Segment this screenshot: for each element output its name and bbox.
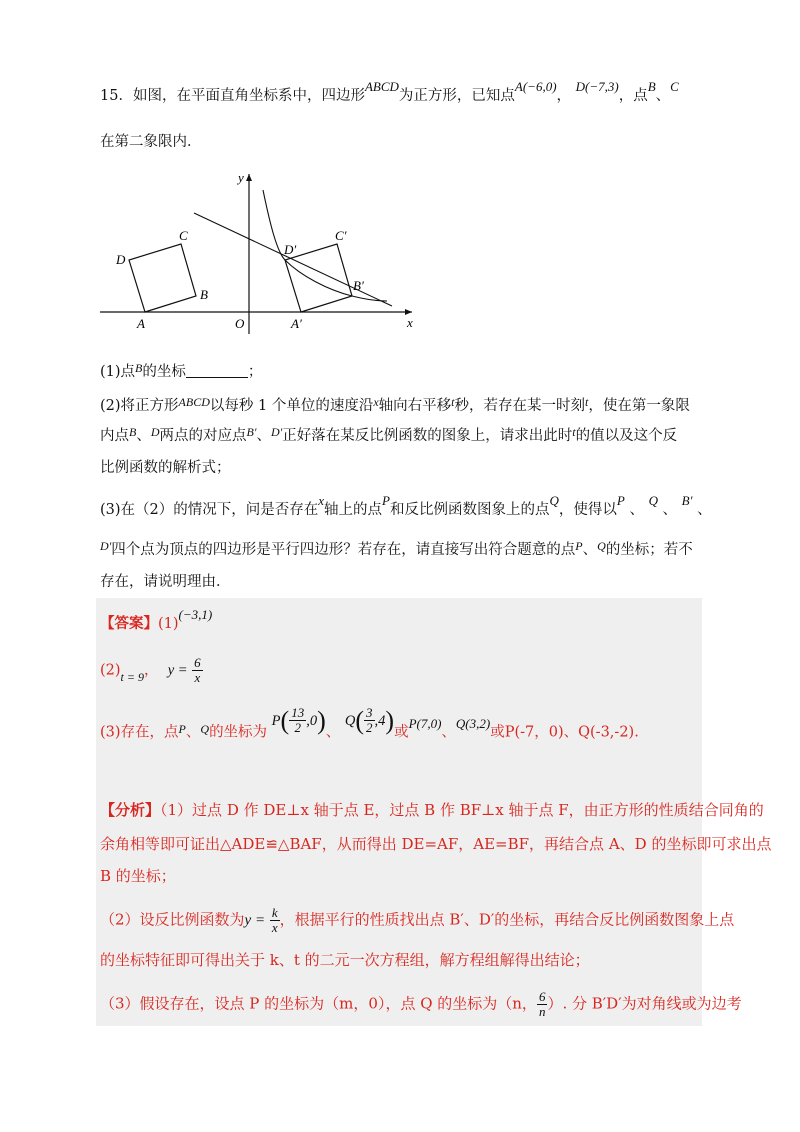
separator: 、: [655, 88, 671, 104]
q2-text: 内点: [100, 428, 129, 444]
var-t: t: [451, 395, 455, 409]
analysis-line-6: [100, 990, 742, 1019]
answer-2-label: (2): [100, 662, 121, 679]
analysis-fraction-k-x: [270, 906, 280, 935]
fraction-numerator: 13: [291, 705, 305, 720]
var-p: P: [575, 539, 583, 553]
q2-text: 的值以及这个反: [575, 428, 678, 444]
q3-text: (3)在（2）的情况下，问是否存在: [100, 502, 319, 518]
label-d-prime: D′: [284, 242, 297, 257]
q3-text: 的坐标；若不: [605, 542, 693, 558]
var-x: x: [373, 395, 379, 409]
question-2-line-2: 内点$^B$、$^D$两点的对应点$^{B'}$、$^{D'}$正好落在某反比例函数的图象上，请求出此时$^t$的值以及这个反: [100, 425, 678, 444]
q3-text: 轴上的点: [324, 502, 383, 518]
var-q: Q: [200, 721, 210, 736]
answer-2-t: t = 9: [120, 669, 144, 684]
q2-text: 轴向右平移: [378, 398, 452, 414]
q2-text: 以每秒 1 个单位的速度沿: [209, 398, 374, 414]
analysis-fraction-6-n: [537, 990, 548, 1019]
var-b: B: [135, 361, 143, 375]
var-q: Q: [597, 539, 606, 553]
answer-3-q3: Q(-3,-2): [578, 724, 635, 741]
answer-blank: [186, 363, 248, 378]
q2-text: 正好落在某反比例函数的图象上，请求出此时: [282, 428, 573, 444]
answer-line-1: [100, 607, 213, 634]
var-p: P: [178, 721, 186, 736]
var-x: x: [318, 493, 325, 508]
question-2-line-3: 比例函数的解析式；: [100, 460, 231, 476]
analysis-text: （1）过点 D 作 DE⊥x 轴于点 E，过点 B 作 BF⊥x 轴于点 F，由正方形的性质结合同角的: [160, 801, 764, 819]
point-a-coord: A(−6,0): [514, 79, 557, 94]
problem-text: 为正方形，已知点: [398, 88, 515, 104]
fraction-denominator: 2: [366, 720, 373, 735]
var-t: t: [572, 425, 576, 439]
label-a: A: [137, 316, 145, 331]
answer-1-value: (−3,1): [178, 607, 213, 622]
analysis-line-2: 余角相等即可证出△ADE≌△BAF，从而得出 DE=AF，AE=BF，再结合点 A、D 的坐标即可求出点: [100, 835, 772, 853]
analysis-tag: 【分析】: [100, 801, 161, 819]
answer-3-end: .: [634, 724, 639, 741]
problem-text: 15．如图，在平面直角坐标系中，四边形: [100, 88, 365, 104]
analysis-line-5: 的坐标特征即可得出关于 k、t 的二元一次方程组，解方程组解得出结论；: [100, 951, 590, 969]
point-d-coord: D(−7,3): [575, 79, 619, 94]
var-p: P: [382, 493, 390, 508]
question-3-line-1: (3)在（2）的情况下，问是否存在x轴上的点P和反比例函数图象上的点Q，使得以P 、 Q 、 B′ 、: [100, 493, 712, 518]
fraction-numerator: 3: [366, 705, 373, 720]
answer-3-or: 或: [394, 724, 409, 741]
label-x: x: [407, 315, 413, 330]
q2-text: 两点的对应点: [159, 428, 247, 444]
answer-tag: 【答案】: [100, 615, 158, 632]
question-2-line-1: [100, 396, 690, 416]
hyperbola-curve: [263, 190, 387, 301]
answer-3-q1: Q( $\frac{3}{2}$ ,4): [344, 705, 395, 735]
answer-line-2: $(2)_{t = 9}$， y = $\frac{6}{x}$: [100, 655, 201, 685]
analysis-line-1: [100, 800, 764, 820]
problem-text: ，点: [618, 88, 648, 104]
label-b-prime: B′: [353, 278, 364, 293]
analysis-line-4: （2）设反比例函数为y = $\frac{k}{x}$ ，根据平行的性质找出点 B′、D′的坐标，再结合反比例函数图象上点: [100, 905, 735, 935]
q1-text: 的坐标: [142, 364, 186, 380]
answer-line-3: (3)存在，点$^P$、$^Q$的坐标为 P( $\frac{13}{2}$ ,0)、 Q( $\frac{3}{2}$ ,4)或P(7,0)、Q(3,2)或P(-7，0)、Q(-3,-2).: [100, 705, 639, 741]
label-y: y: [238, 170, 244, 185]
answer-3-p1: P( $\frac{13}{2}$ ,0): [271, 705, 326, 735]
problem-line-1: 15．如图，在平面直角坐标系中，四边形ABCD为正方形，已知点A(−6,0)， D(−7,3)，点B、C: [100, 79, 679, 104]
answer-3-p2: P(7,0): [408, 715, 442, 731]
label-c-prime: C′: [335, 228, 347, 243]
q3-text: 四个点为顶点的四边形是平行四边形？若存在，请直接写出符合题意的点: [111, 542, 576, 558]
q2-text: 秒，若存在某一时刻: [454, 398, 586, 414]
question-3-line-2: $^{D'}$四个点为顶点的四边形是平行四边形？若存在，请直接写出符合题意的点$^P$、$^Q$的坐标；若不: [100, 539, 693, 558]
square-name: ABCD: [364, 79, 399, 94]
fraction-numerator: 6: [538, 989, 546, 1004]
square-name: ABCD: [178, 395, 210, 409]
q3-text: ，使得以: [558, 502, 617, 518]
answer-2-fraction: [192, 656, 203, 685]
question-1: [100, 362, 262, 382]
analysis-text: （3）假设存在，设点 P 的坐标为（m，0），点 Q 的坐标为（n，: [100, 994, 537, 1013]
answer-3-text: (3)存在，点: [100, 724, 179, 741]
label-c: C: [179, 228, 188, 243]
var-d-prime: D′: [100, 539, 112, 553]
y-axis-arrow-icon: [246, 174, 252, 181]
question-3-line-3: 存在，请说明理由．: [100, 574, 231, 590]
q2-text: ，使在第一象限: [588, 398, 690, 414]
analysis-text: ）. 分 B′D′为对角线或为边考: [547, 994, 742, 1013]
fraction-denominator: x: [192, 670, 203, 685]
q2-text: (2)将正方形: [100, 398, 179, 414]
point-c-label: C: [670, 79, 679, 94]
answer-3-text: 的坐标为: [209, 724, 268, 741]
answer-3-or: 或: [490, 724, 505, 741]
var-b-prime: B′: [681, 493, 693, 508]
fraction-denominator: n: [538, 1004, 546, 1019]
label-b: B: [200, 287, 208, 302]
answer-1-label: (1): [158, 616, 179, 632]
var-t: t: [585, 395, 589, 409]
analysis-text: （2）设反比例函数为: [100, 910, 245, 929]
q1-text: (1)点: [100, 364, 136, 380]
answer-2-y: y =: [167, 662, 188, 679]
fraction-numerator: 6: [194, 655, 201, 670]
answer-3-q2: Q(3,2): [455, 715, 491, 731]
label-a-prime: A′: [291, 316, 302, 331]
var-q: Q: [648, 493, 658, 508]
problem-line-2: 在第二象限内．: [100, 134, 202, 150]
q1-text: ；: [247, 364, 263, 380]
var-q: Q: [549, 493, 559, 508]
label-o: O: [235, 316, 245, 331]
fraction-numerator: k: [271, 905, 278, 920]
fraction-denominator: x: [271, 920, 278, 935]
label-d: D: [116, 252, 126, 267]
analysis-line-3: B 的坐标；: [100, 867, 176, 885]
var-d-prime: D′: [270, 425, 283, 439]
fraction-denominator: 2: [289, 720, 306, 735]
geometry-figure: [96, 160, 426, 340]
square-abcd: [129, 244, 196, 312]
var-b-prime: B′: [246, 425, 257, 439]
var-p: P: [616, 493, 625, 508]
point-b-label: B: [647, 79, 656, 94]
q3-text: 和反比例函数图象上的点: [390, 502, 550, 518]
var-b: B: [129, 425, 137, 439]
analysis-text: ，根据平行的性质找出点 B′、D′的坐标，再结合反比例函数图象上点: [279, 910, 735, 929]
answer-3-p3: P(-7，0): [504, 724, 564, 741]
